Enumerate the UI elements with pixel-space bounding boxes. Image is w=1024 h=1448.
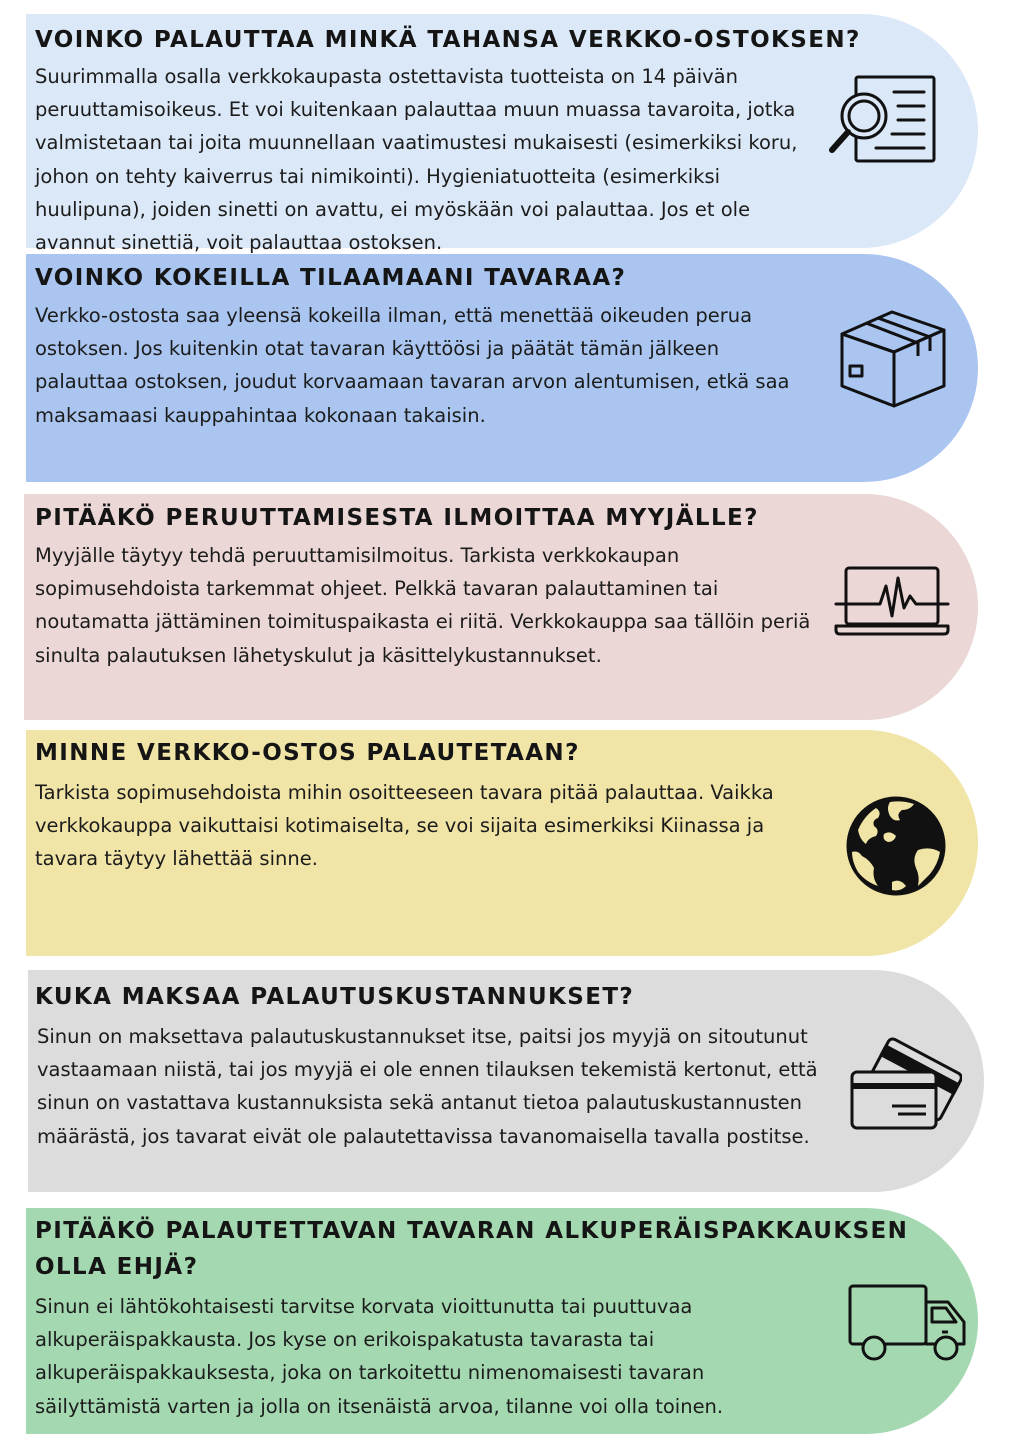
faq-title: VOINKO PALAUTTAA MINKÄ TAHANSA VERKKO-OSTOKSEN? [35,27,861,53]
faq-card-packaging [26,1208,978,1434]
laptop-pulse-icon [832,564,952,640]
package-box-icon [832,304,950,414]
delivery-truck-icon [846,1280,972,1364]
faq-text: Myyjälle täytyy tehdä peruuttamisilmoitus. Tarkista verkkokaupan sopimusehdoista tarkemmat ohjeet. Pelkkä tavaran palauttaminen tai noutamatta jättäminen toimituspaikasta ei riitä. Verkkokauppa saa tällöin periä sinulta palautuksen lähetyskulut ja käsittelykustannukset. [35,544,811,667]
faq-title: PITÄÄKÖ PERUUTTAMISESTA ILMOITTAA MYYJÄLLE? [35,505,759,531]
faq-card-notification [24,494,978,720]
magnifier-document-icon [826,74,942,170]
faq-text: Tarkista sopimusehdoista mihin osoitteeseen tavara pitää palauttaa. Vaikka verkkokauppa vaikuttaisi kotimaiselta, se voi sijaita esimerkiksi Kiinassa ja tavara täytyy lähettää sinne. [35,781,774,871]
faq-text: Sinun on maksettava palautuskustannukset itse, paitsi jos myyjä on sitoutunut vastaamaan niistä, tai jos myyjä ei ole ennen tilauksen tekemistä kertonut, että sinun on vastattava kustannuksista sekä antanut tietoa palautuskustannusten määrästä, jos tavarat eivät ole palautettavissa tavanomaisella tavalla postitse. [37,1025,818,1148]
faq-title: KUKA MAKSAA PALAUTUSKUSTANNUKSET? [35,984,635,1010]
globe-icon [844,794,948,898]
faq-text: Verkko-ostosta saa yleensä kokeilla ilman, että menettää oikeuden perua ostoksen. Jos kuitenkin otat tavaran käyttöösi ja päätät tämän jälkeen palauttaa ostoksen, joudut korvaamaan tavaran arvon alentumisen, etkä saa maksamaasi kauppahintaa kokonaan takaisin. [35,304,790,427]
faq-text: Suurimmalla osalla verkkokaupasta ostettavista tuotteista on 14 päivän peruuttamisoikeus. Et voi kuitenkaan palauttaa muun muassa tavaroita, jotka valmistetaan tai joita muunnellaan vaatimustesi mukaisesti (esimerkiksi koru, johon on tehty kaiverrus tai nimikointi). Hygieniatuotteita (esimerkiksi huulipuna), joiden sinetti on avattu, ei myöskään voi palauttaa. Jos et ole avannut sinettiä, voit palauttaa ostoksen. [35,65,798,255]
credit-cards-icon [846,1028,962,1138]
faq-text: Sinun ei lähtökohtaisesti tarvitse korvata vioittunutta tai puuttuvaa alkuperäispakkausta. Jos kyse on erikoispakatusta tavarasta tai alkuperäispakkauksesta, joka on tarkoitettu nimenomaisesti tavaran säilyttämistä varten ja jolla on itsenäistä arvoa, tilanne voi olla toinen. [35,1295,724,1418]
faq-card-returns [26,14,978,255]
faq-title: VOINKO KOKEILLA TILAAMAANI TAVARAA? [35,265,627,291]
faq-title: PITÄÄKÖ PALAUTETTAVAN TAVARAN ALKUPERÄISPAKKAUKSEN OLLA EHJÄ? [35,1218,909,1280]
faq-title: MINNE VERKKO-OSTOS PALAUTETAAN? [35,740,580,766]
faq-card-where [26,730,978,956]
faq-card-costs [28,970,984,1192]
faq-card-trying [26,254,978,482]
